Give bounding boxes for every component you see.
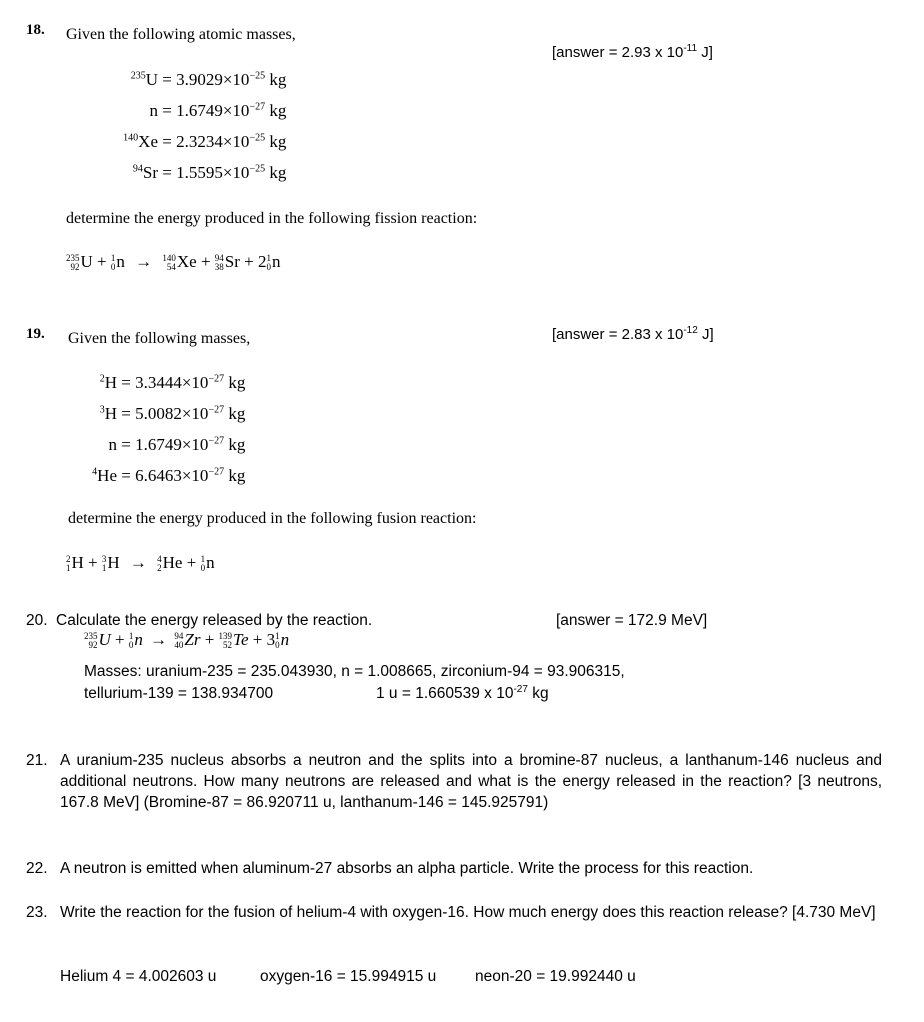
q18-mass-row: $n = 1.6749\times 10^{-27}$ kg [149, 101, 287, 120]
q19-answer: [answer = 2.83 x $10^{-12}$ J] [552, 325, 714, 343]
q22-number: 22. [26, 860, 48, 877]
q20-amu: 1 u = 1.660539 x $10^{-27}$ kg [376, 683, 549, 702]
q18-mass-row: $^{140}Xe = 2.3234\times 10^{-25}$ kg [123, 132, 287, 151]
q23-number: 23. [26, 904, 48, 921]
q19-prompt: determine the energy produced in the following fusion reaction: [68, 510, 477, 527]
q21-text: A uranium-235 nucleus absorbs a neutron and the splits into a bromine-87 nucleus, a lanthanum-146 nucleus and additional neutrons. How many neutrons are released and what is the energy released in the reaction? [3 neutrons, 167.8 MeV] (Bromine-87 = 86.920711 u, lanthanum-146 = 145.925791) [60, 752, 882, 811]
q23-data-oxygen: oxygen-16 = 15.994915 u [260, 968, 437, 985]
q19-reaction: 2 1 H + 3 1 H → 4 2 He + 1 0 n [66, 553, 215, 574]
q20-number: 20. [26, 612, 48, 629]
q19-mass-row: $^3H = 5.0082\times 10^{-27}$ kg [99, 404, 246, 423]
q20-masses-line2: tellurium-139 = 138.934700 [84, 685, 274, 702]
q19-mass-row: $n = 1.6749\times 10^{-27}$ kg [108, 435, 246, 454]
q18-mass-list [60, 70, 287, 194]
q19-mass-row: $^2H = 3.3444\times 10^{-27}$ kg [99, 373, 246, 392]
q19-intro: Given the following masses, [68, 330, 251, 347]
q18-intro: Given the following atomic masses, [66, 26, 296, 43]
q23-data-helium: Helium 4 = 4.002603 u [60, 968, 217, 985]
q18-number: 18. [26, 22, 45, 38]
q23-text: Write the reaction for the fusion of helium-4 with oxygen-16. How much energy does this reaction release? [4.730 MeV] [60, 904, 876, 921]
q18-prompt: determine the energy produced in the following fission reaction: [66, 210, 478, 227]
q20-text: Calculate the energy released by the reaction. [56, 612, 373, 629]
q19-number: 19. [26, 326, 45, 342]
q18-mass-row: $^{94}Sr = 1.5595\times 10^{-25}$ kg [132, 163, 287, 182]
q20-answer: [answer = 172.9 MeV] [556, 612, 708, 629]
q19-mass-row: $^4He = 6.6463\times 10^{-27}$ kg [92, 466, 246, 485]
q20-reaction: 235 92 U + 1 0 n → 94 40 Zr + 139 52 Te + 3 1 0 n [84, 630, 290, 651]
q23-data-neon: neon-20 = 19.992440 u [475, 968, 636, 985]
q18-mass-row: $^{235}U = 3.9029\times 10^{-25}$ kg [130, 70, 287, 89]
q22-text: A neutron is emitted when aluminum-27 absorbs an alpha particle. Write the process for this reaction. [60, 860, 754, 877]
q18-reaction: 235 92 U + 1 0 n → 140 54 Xe + 94 38 Sr + 2 1 0 n [66, 252, 281, 273]
q18-answer: [answer = 2.93 x $10^{-11}$ J] [552, 43, 713, 61]
q21-number: 21. [26, 752, 48, 769]
q19-mass-list [60, 373, 260, 497]
q20-masses-line1: Masses: uranium-235 = 235.043930, n = 1.008665, zirconium-94 = 93.906315, [84, 663, 625, 680]
